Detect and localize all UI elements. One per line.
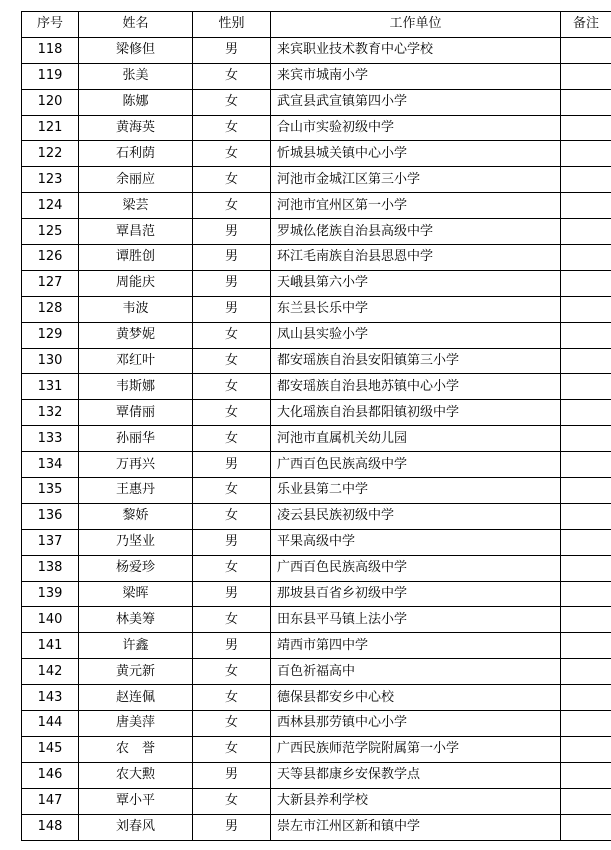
cell-name: 黄元新: [79, 659, 193, 685]
cell-name: 农大勲: [79, 762, 193, 788]
cell-gender: 女: [193, 736, 271, 762]
cell-name: 覃倩丽: [79, 400, 193, 426]
cell-unit: 东兰县长乐中学: [271, 296, 561, 322]
cell-gender: 女: [193, 348, 271, 374]
cell-name: 黄梦妮: [79, 322, 193, 348]
cell-gender: 女: [193, 193, 271, 219]
cell-gender: 男: [193, 245, 271, 271]
cell-unit: 广西民族师范学院附属第一小学: [271, 736, 561, 762]
cell-gender: 男: [193, 270, 271, 296]
table-row: [22, 374, 611, 400]
table-row: [22, 659, 611, 685]
cell-name: 谭胜创: [79, 245, 193, 271]
table-row: [22, 426, 611, 452]
cell-gender: 女: [193, 63, 271, 89]
cell-seq: 134: [22, 452, 79, 478]
table-row: [22, 452, 611, 478]
cell-unit: 广西百色民族高级中学: [271, 555, 561, 581]
roster-body: [22, 37, 611, 840]
cell-unit: 来宾职业技术教育中心学校: [271, 37, 561, 63]
cell-name: 唐美萍: [79, 711, 193, 737]
cell-seq: 139: [22, 581, 79, 607]
table-row: [22, 814, 611, 840]
cell-unit: 合山市实验初级中学: [271, 115, 561, 141]
cell-gender: 女: [193, 659, 271, 685]
cell-seq: 133: [22, 426, 79, 452]
cell-name: 赵连佩: [79, 685, 193, 711]
cell-unit: 都安瑶族自治县安阳镇第三小学: [271, 348, 561, 374]
cell-unit: 田东县平马镇上法小学: [271, 607, 561, 633]
cell-gender: 男: [193, 581, 271, 607]
cell-name: 杨爱珍: [79, 555, 193, 581]
cell-seq: 127: [22, 270, 79, 296]
cell-seq: 129: [22, 322, 79, 348]
cell-name: 农 誉: [79, 736, 193, 762]
cell-remark: [561, 581, 611, 607]
cell-gender: 女: [193, 374, 271, 400]
cell-seq: 138: [22, 555, 79, 581]
cell-seq: 141: [22, 633, 79, 659]
cell-seq: 135: [22, 478, 79, 504]
cell-gender: 女: [193, 503, 271, 529]
cell-name: 刘春风: [79, 814, 193, 840]
cell-seq: 128: [22, 296, 79, 322]
table-row: [22, 685, 611, 711]
cell-remark: [561, 452, 611, 478]
cell-gender: 男: [193, 762, 271, 788]
cell-unit: 都安瑶族自治县地苏镇中心小学: [271, 374, 561, 400]
table-row: [22, 193, 611, 219]
cell-seq: 122: [22, 141, 79, 167]
cell-remark: [561, 814, 611, 840]
cell-gender: 女: [193, 322, 271, 348]
cell-unit: 乐业县第二中学: [271, 478, 561, 504]
cell-name: 韦波: [79, 296, 193, 322]
table-row: [22, 762, 611, 788]
cell-gender: 男: [193, 296, 271, 322]
cell-remark: [561, 426, 611, 452]
table-row: [22, 245, 611, 271]
header-unit: 工作单位: [271, 12, 561, 38]
table-row: [22, 270, 611, 296]
cell-seq: 142: [22, 659, 79, 685]
cell-seq: 136: [22, 503, 79, 529]
header-remark: 备注: [561, 12, 611, 38]
table-row: [22, 37, 611, 63]
cell-remark: [561, 37, 611, 63]
cell-name: 邓红叶: [79, 348, 193, 374]
cell-remark: [561, 503, 611, 529]
cell-seq: 146: [22, 762, 79, 788]
table-row: [22, 711, 611, 737]
table-row: [22, 322, 611, 348]
cell-seq: 118: [22, 37, 79, 63]
roster-table: [21, 11, 611, 841]
cell-name: 万再兴: [79, 452, 193, 478]
cell-unit: 百色祈福高中: [271, 659, 561, 685]
cell-name: 梁修但: [79, 37, 193, 63]
cell-unit: 德保县都安乡中心校: [271, 685, 561, 711]
cell-gender: 女: [193, 478, 271, 504]
cell-remark: [561, 659, 611, 685]
cell-remark: [561, 63, 611, 89]
cell-name: 许鑫: [79, 633, 193, 659]
cell-gender: 女: [193, 685, 271, 711]
cell-gender: 女: [193, 426, 271, 452]
cell-seq: 124: [22, 193, 79, 219]
cell-gender: 男: [193, 452, 271, 478]
cell-remark: [561, 245, 611, 271]
cell-unit: 忻城县城关镇中心小学: [271, 141, 561, 167]
cell-seq: 147: [22, 788, 79, 814]
cell-name: 林美筹: [79, 607, 193, 633]
cell-gender: 男: [193, 529, 271, 555]
cell-unit: 大化瑶族自治县都阳镇初级中学: [271, 400, 561, 426]
cell-unit: 环江毛南族自治县思恩中学: [271, 245, 561, 271]
cell-remark: [561, 607, 611, 633]
cell-gender: 男: [193, 37, 271, 63]
table-row: [22, 478, 611, 504]
cell-remark: [561, 736, 611, 762]
cell-unit: 凤山县实验小学: [271, 322, 561, 348]
header-seq: 序号: [22, 12, 79, 38]
cell-unit: 河池市直属机关幼儿园: [271, 426, 561, 452]
cell-gender: 男: [193, 633, 271, 659]
table-row: [22, 633, 611, 659]
table-row: [22, 167, 611, 193]
cell-unit: 广西百色民族高级中学: [271, 452, 561, 478]
cell-unit: 平果高级中学: [271, 529, 561, 555]
cell-remark: [561, 115, 611, 141]
cell-seq: 143: [22, 685, 79, 711]
cell-remark: [561, 167, 611, 193]
header-row: [22, 12, 611, 38]
cell-gender: 男: [193, 219, 271, 245]
cell-seq: 145: [22, 736, 79, 762]
cell-gender: 男: [193, 814, 271, 840]
cell-seq: 120: [22, 89, 79, 115]
header-name: 姓名: [79, 12, 193, 38]
cell-name: 周能庆: [79, 270, 193, 296]
cell-remark: [561, 141, 611, 167]
cell-remark: [561, 374, 611, 400]
table-row: [22, 607, 611, 633]
cell-name: 黎娇: [79, 503, 193, 529]
table-row: [22, 89, 611, 115]
cell-seq: 123: [22, 167, 79, 193]
cell-remark: [561, 89, 611, 115]
cell-unit: 靖西市第四中学: [271, 633, 561, 659]
cell-name: 覃小平: [79, 788, 193, 814]
cell-name: 乃坚业: [79, 529, 193, 555]
cell-name: 黄海英: [79, 115, 193, 141]
table-row: [22, 529, 611, 555]
table-row: [22, 141, 611, 167]
header-gender: 性别: [193, 12, 271, 38]
cell-name: 韦斯娜: [79, 374, 193, 400]
cell-name: 梁晖: [79, 581, 193, 607]
cell-gender: 女: [193, 400, 271, 426]
table-row: [22, 348, 611, 374]
cell-gender: 女: [193, 555, 271, 581]
cell-remark: [561, 788, 611, 814]
cell-gender: 女: [193, 115, 271, 141]
cell-seq: 132: [22, 400, 79, 426]
cell-seq: 119: [22, 63, 79, 89]
cell-unit: 武宣县武宣镇第四小学: [271, 89, 561, 115]
cell-seq: 121: [22, 115, 79, 141]
cell-unit: 西林县那劳镇中心小学: [271, 711, 561, 737]
cell-name: 余丽应: [79, 167, 193, 193]
cell-unit: 河池市宜州区第一小学: [271, 193, 561, 219]
cell-unit: 那坡县百省乡初级中学: [271, 581, 561, 607]
cell-remark: [561, 270, 611, 296]
cell-name: 石利荫: [79, 141, 193, 167]
cell-gender: 女: [193, 788, 271, 814]
cell-seq: 148: [22, 814, 79, 840]
cell-seq: 126: [22, 245, 79, 271]
cell-unit: 大新县养利学校: [271, 788, 561, 814]
table-row: [22, 63, 611, 89]
cell-name: 覃昌范: [79, 219, 193, 245]
cell-gender: 女: [193, 607, 271, 633]
cell-unit: 来宾市城南小学: [271, 63, 561, 89]
cell-remark: [561, 529, 611, 555]
cell-unit: 天等县都康乡安保教学点: [271, 762, 561, 788]
table-row: [22, 788, 611, 814]
table-row: [22, 555, 611, 581]
cell-seq: 125: [22, 219, 79, 245]
cell-remark: [561, 633, 611, 659]
cell-remark: [561, 400, 611, 426]
cell-unit: 崇左市江州区新和镇中学: [271, 814, 561, 840]
cell-unit: 罗城仫佬族自治县高级中学: [271, 219, 561, 245]
table-row: [22, 581, 611, 607]
cell-remark: [561, 555, 611, 581]
table-row: [22, 736, 611, 762]
cell-remark: [561, 348, 611, 374]
cell-gender: 女: [193, 89, 271, 115]
cell-unit: 天峨县第六小学: [271, 270, 561, 296]
table-row: [22, 115, 611, 141]
cell-seq: 137: [22, 529, 79, 555]
cell-seq: 144: [22, 711, 79, 737]
cell-name: 孙丽华: [79, 426, 193, 452]
cell-name: 梁芸: [79, 193, 193, 219]
table-row: [22, 296, 611, 322]
cell-remark: [561, 711, 611, 737]
cell-name: 张美: [79, 63, 193, 89]
cell-remark: [561, 478, 611, 504]
table-row: [22, 503, 611, 529]
cell-remark: [561, 219, 611, 245]
cell-remark: [561, 296, 611, 322]
table-row: [22, 219, 611, 245]
cell-gender: 女: [193, 141, 271, 167]
cell-seq: 130: [22, 348, 79, 374]
cell-seq: 131: [22, 374, 79, 400]
cell-name: 陈娜: [79, 89, 193, 115]
cell-unit: 凌云县民族初级中学: [271, 503, 561, 529]
cell-remark: [561, 762, 611, 788]
cell-name: 王惠丹: [79, 478, 193, 504]
cell-unit: 河池市金城江区第三小学: [271, 167, 561, 193]
cell-remark: [561, 193, 611, 219]
cell-seq: 140: [22, 607, 79, 633]
cell-gender: 女: [193, 711, 271, 737]
cell-remark: [561, 322, 611, 348]
cell-gender: 女: [193, 167, 271, 193]
cell-remark: [561, 685, 611, 711]
table-row: [22, 400, 611, 426]
